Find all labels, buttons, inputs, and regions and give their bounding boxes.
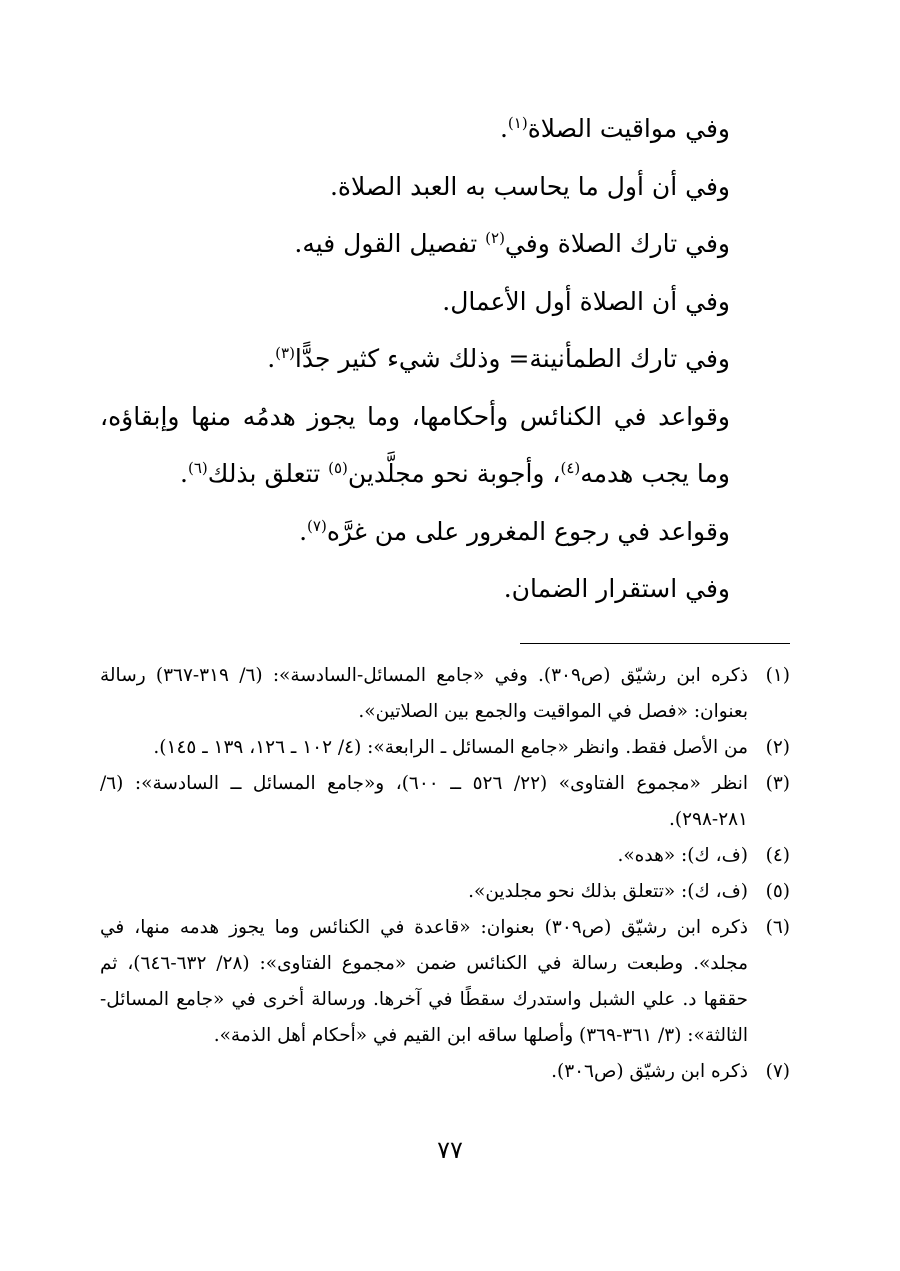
footnote-number: (٤) — [765, 845, 790, 866]
line-end: تفصيل القول فيه. — [294, 229, 486, 258]
footnote-item — [100, 874, 790, 910]
footnote-ref[interactable]: (٥) — [328, 459, 348, 477]
text-line — [100, 158, 810, 216]
footnote-number: (٢) — [765, 737, 790, 758]
main-text — [100, 100, 810, 618]
line-end: . — [499, 114, 508, 143]
text-line — [100, 100, 810, 158]
footnote-ref[interactable]: (٧) — [307, 516, 327, 535]
footnotes — [100, 658, 790, 1090]
footnote-text: من الأصل فقط. وانظر «جامع المسائل ـ الرابعة»: (٤/ ١٠٢ ـ ١٢٦، ١٣٩ ـ ١٤٥). — [153, 737, 748, 758]
footnote-text: انظر «مجموع الفتاوى» (٢٢/ ٥٢٦ ــ ٦٠٠)، و«جامع المسائل ــ السادسة»: (٦/ ٢٨١-٢٩٨). — [100, 773, 748, 830]
line-text: وقواعد في رجوع المغرور على من غرَّه — [326, 516, 730, 546]
line-end: . — [267, 344, 276, 373]
footnote-divider — [520, 643, 790, 644]
footnote-ref[interactable]: (١) — [507, 114, 528, 132]
line-end: . — [299, 516, 308, 546]
text-line — [100, 215, 810, 273]
line-text: وفي مواقيت الصلاة — [527, 114, 730, 143]
paragraph-text: وقواعد في الكنائس وأحكامها، وما يجوز هدمُه منها وإبقاؤه، وما يجب هدمه — [100, 401, 730, 488]
page-number: ٧٧ — [437, 1136, 463, 1164]
footnote-item — [100, 838, 790, 874]
footnote-item — [100, 766, 790, 838]
line-text: وفي تارك الطمأنينة= وذلك شيء كثير جدًّا — [294, 344, 730, 373]
text-line — [100, 560, 810, 618]
footnote-item — [100, 730, 790, 766]
footnote-item — [100, 1054, 790, 1090]
footnote-ref[interactable]: (٣) — [275, 344, 295, 362]
paragraph-text: تتعلق بذلك — [207, 459, 329, 488]
line-text: وفي تارك الصلاة وفي — [504, 229, 730, 258]
footnote-number: (٧) — [765, 1061, 790, 1082]
line-text: وفي أن أول ما يحاسب به العبد الصلاة. — [329, 171, 730, 201]
footnote-number: (٥) — [765, 881, 790, 902]
footnote-ref[interactable]: (٢) — [485, 229, 505, 247]
footnote-item — [100, 910, 790, 1054]
footnote-number: (١) — [765, 665, 790, 686]
footnote-text: (ف، ك): «تتعلق بذلك نحو مجلدين». — [468, 881, 748, 902]
footnote-number: (٣) — [765, 773, 790, 794]
footnote-text: ذكره ابن رشيّق (ص٣٠٩). وفي «جامع المسائل-السادسة»: (٦/ ٣١٩-٣٦٧) رسالة بعنوان: «فصل في المواقيت والجمع بين الصلاتين». — [100, 665, 748, 722]
footnote-text: (ف، ك): «هده». — [617, 845, 748, 866]
footnote-number: (٦) — [765, 917, 790, 938]
text-line — [100, 330, 810, 388]
text-line — [100, 503, 810, 561]
line-text: وفي أن الصلاة أول الأعمال. — [442, 286, 730, 316]
footnote-item — [100, 658, 790, 730]
paragraph-text: ، وأجوبة نحو مجلَّدين — [347, 459, 561, 488]
footnote-text: ذكره ابن رشيّق (ص٣٠٦). — [551, 1061, 748, 1082]
line-end: . — [180, 459, 188, 488]
footnote-text: ذكره ابن رشيّق (ص٣٠٩) بعنوان: «قاعدة في الكنائس وما يجوز هدمه منها، في مجلد». وطبعت رسالة في الكنائس ضمن «مجموع الفتاوى»: (٢٨/ ٦٣٢-٦٤٦)، ثم حققها د. علي الشبل واستدرك سقطًا في آخرها. ورسالة أخرى في «جامع المسائل-الثالثة»: (٣/ ٣٦١-٣٦٩) وأصلها ساقه ابن القيم في «أحكام أهل الذمة». — [100, 917, 749, 1046]
line-text: وفي استقرار الضمان. — [503, 574, 730, 603]
text-paragraph — [100, 388, 810, 503]
text-line — [100, 273, 810, 331]
footnote-ref[interactable]: (٤) — [560, 459, 581, 477]
footnote-ref[interactable]: (٦) — [187, 459, 208, 477]
